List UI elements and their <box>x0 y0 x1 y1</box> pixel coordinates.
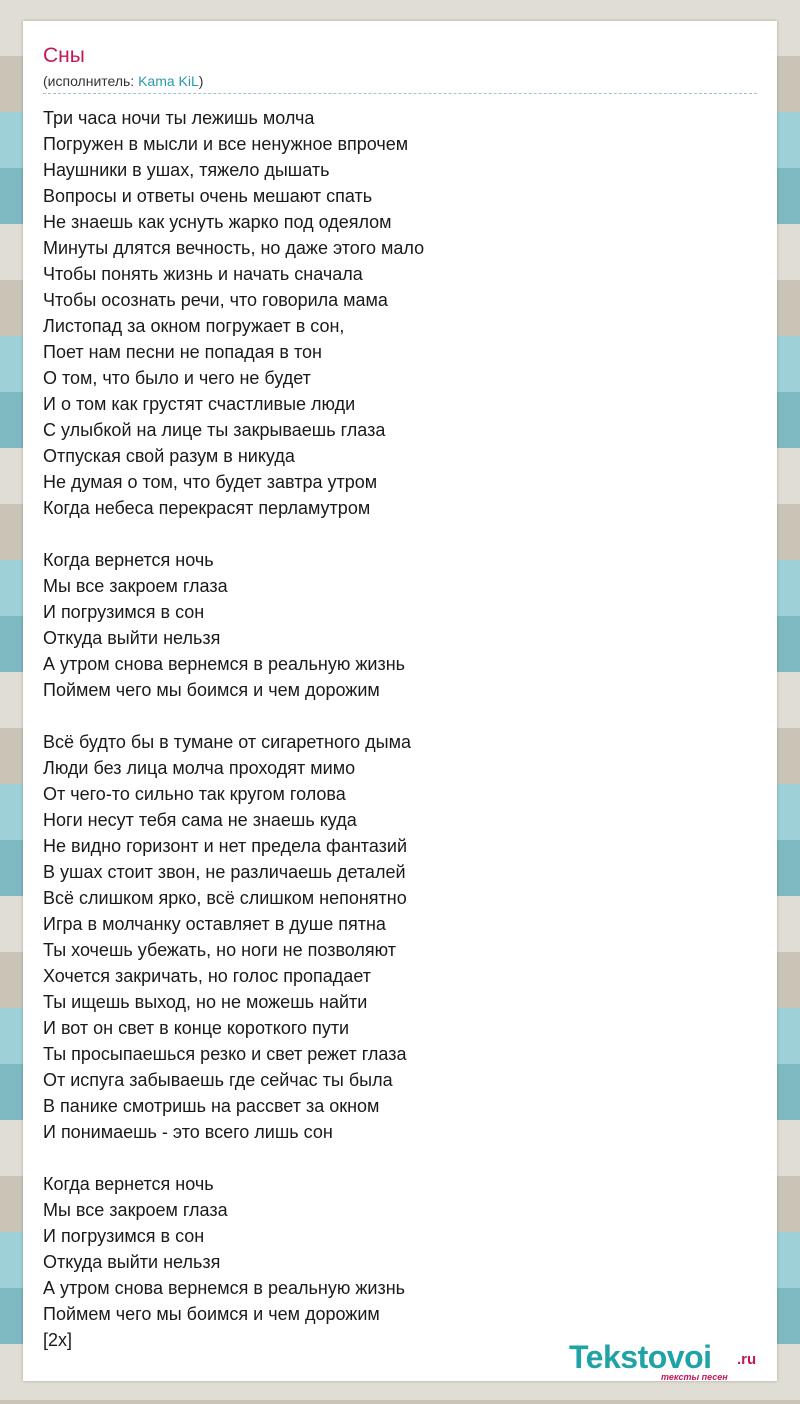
lyric-line: Вопросы и ответы очень мешают спать <box>43 186 373 206</box>
lyric-line: Три часа ночи ты лежишь молча <box>43 108 315 128</box>
lyric-line: И о том как грустят счастливые люди <box>43 394 356 414</box>
lyric-line: Не знаешь как уснуть жарко под одеялом <box>43 212 392 232</box>
lyric-line: А утром снова вернемся в реальную жизнь <box>43 1278 406 1298</box>
artist-link[interactable]: Kama KiL <box>138 73 199 89</box>
lyric-line: И погрузимся в сон <box>43 1226 205 1246</box>
lyric-line: О том, что было и чего не будет <box>43 368 311 388</box>
lyric-line: Поймем чего мы боимся и чем дорожим <box>43 680 380 700</box>
lyric-line: Люди без лица молча проходят мимо <box>43 758 356 778</box>
lyric-line: Мы все закроем глаза <box>43 576 228 596</box>
lyric-line: Чтобы понять жизнь и начать сначала <box>43 264 363 284</box>
lyrics-text <box>43 105 757 1353</box>
lyric-line: И вот он свет в конце короткого пути <box>43 1018 350 1038</box>
logo-tagline: тексты песен <box>661 1372 728 1382</box>
lyric-line: И погрузимся в сон <box>43 602 205 622</box>
lyric-line: От испуга забываешь где сейчас ты была <box>43 1070 393 1090</box>
logo-domain: .ru <box>737 1351 757 1368</box>
lyric-line: Ты хочешь убежать, но ноги не позволяют <box>43 940 397 960</box>
lyric-line: Ты просыпаешься резко и свет режет глаза <box>43 1044 407 1064</box>
lyric-line: Всё будто бы в тумане от сигаретного дыма <box>43 732 412 752</box>
artist-prefix: (исполнитель: <box>43 73 139 89</box>
artist-suffix: ) <box>198 73 204 89</box>
lyric-line: А утром снова вернемся в реальную жизнь <box>43 654 406 674</box>
lyric-line: Хочется закричать, но голос пропадает <box>43 966 371 986</box>
lyric-line: Чтобы осознать речи, что говорила мама <box>43 290 388 310</box>
lyric-line: Не видно горизонт и нет предела фантазий <box>43 836 408 856</box>
lyric-line: Не думая о том, что будет завтра утром <box>43 472 378 492</box>
lyric-line: В ушах стоит звон, не различаешь деталей <box>43 862 406 882</box>
song-title: Сны <box>43 44 85 67</box>
lyric-line: Игра в молчанку оставляет в душе пятна <box>43 914 386 934</box>
lyric-line: Когда небеса перекрасят перламутром <box>43 498 371 518</box>
lyric-line: Поймем чего мы боимся и чем дорожим <box>43 1304 380 1324</box>
lyric-line: Откуда выйти нельзя <box>43 1252 221 1272</box>
logo-name: Tekstovoi <box>569 1339 712 1375</box>
lyric-line: С улыбкой на лице ты закрываешь глаза <box>43 420 386 440</box>
lyrics-card <box>23 21 777 1381</box>
lyric-line: Когда вернется ночь <box>43 1174 214 1194</box>
lyric-line: От чего-то сильно так кругом голова <box>43 784 346 804</box>
lyric-line: Всё слишком ярко, всё слишком непонятно <box>43 888 407 908</box>
stanza-break <box>43 1145 757 1171</box>
lyric-line: Поет нам песни не попадая в тон <box>43 342 322 362</box>
stanza-break <box>43 521 757 547</box>
lyric-line: Листопад за окном погружает в сон, <box>43 316 345 336</box>
lyric-line: Наушники в ушах, тяжело дышать <box>43 160 330 180</box>
stanza-break <box>43 703 757 729</box>
lyric-line: Когда вернется ночь <box>43 550 214 570</box>
lyric-line: [2x] <box>43 1330 73 1350</box>
site-logo[interactable] <box>569 1339 769 1383</box>
lyric-line: Погружен в мысли и все ненужное впрочем <box>43 134 409 154</box>
artist-line <box>43 72 757 94</box>
lyric-line: Мы все закроем глаза <box>43 1200 228 1220</box>
lyric-line: Минуты длятся вечность, но даже этого мало <box>43 238 425 258</box>
lyric-line: В панике смотришь на рассвет за окном <box>43 1096 380 1116</box>
lyric-line: И понимаешь - это всего лишь сон <box>43 1122 333 1142</box>
lyric-line: Ты ищешь выход, но не можешь найти <box>43 992 368 1012</box>
lyric-line: Ноги несут тебя сама не знаешь куда <box>43 810 357 830</box>
lyric-line: Откуда выйти нельзя <box>43 628 221 648</box>
lyric-line: Отпуская свой разум в никуда <box>43 446 295 466</box>
